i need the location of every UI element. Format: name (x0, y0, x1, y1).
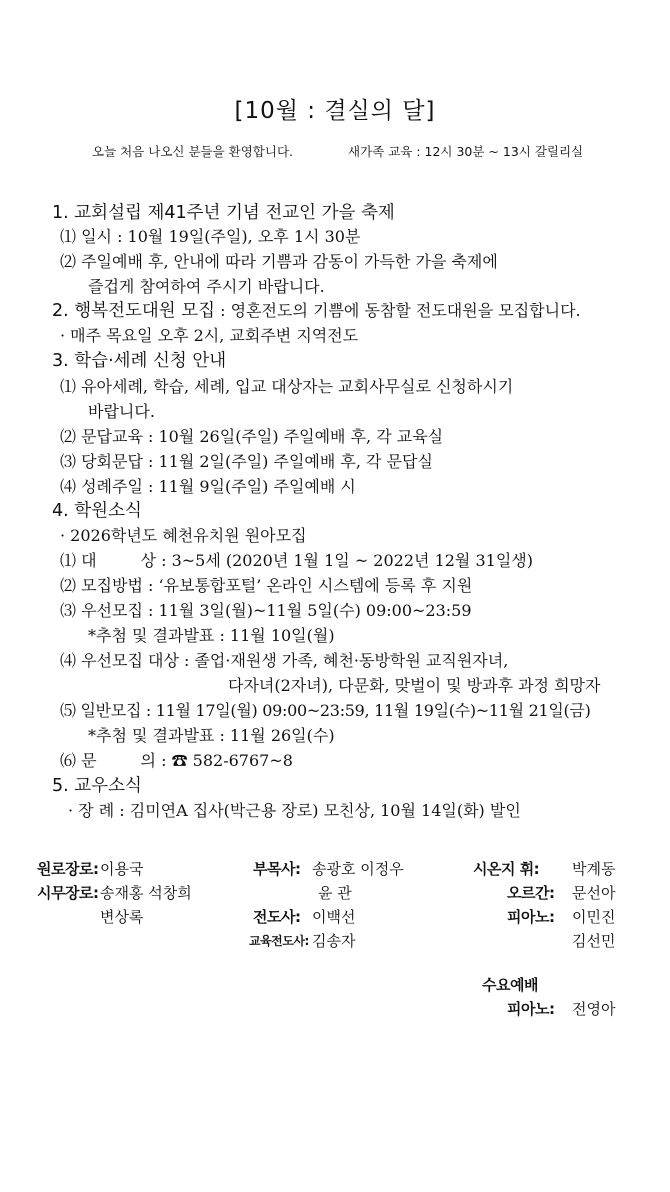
section-3-line-4: ⑶ 당회문답 : 11월 2일(주일) 주일예배 후, 각 문답실 (60, 452, 433, 471)
deputy-elder-names-2: 변상록 (100, 908, 144, 926)
evangelist-label: 전도사: (253, 908, 301, 926)
section-4-line-2 (60, 548, 533, 571)
conductor-name: 박계동 (572, 860, 616, 878)
section-4-line-9: *추첨 및 결과발표 : 11월 26일(수) (88, 726, 335, 745)
section-4-line-6: ⑷ 우선모집 대상 : 졸업·재원생 가족, 혜천·동방학원 교직원자녀, (60, 651, 509, 670)
section-1-line-1: ⑴ 일시 : 10월 19일(주일), 오후 1시 30분 (60, 227, 361, 246)
wednesday-service-label: 수요예배 (482, 976, 538, 994)
section-1-line-2: ⑵ 주일예배 후, 안내에 따라 기쁨과 감동이 가득한 가을 축제에 (60, 252, 498, 271)
deputy-elder-label: 시무장로: (37, 884, 99, 902)
section-5-title: 5. 교우소식 (52, 776, 142, 796)
section-4-line-10-label: ⑹ 문 (60, 751, 97, 770)
section-4-line-4: ⑶ 우선모집 : 11월 3일(월)~11월 5일(수) 09:00~23:59 (60, 601, 472, 620)
deputy-elder-names-1: 송재홍 석창희 (100, 884, 192, 902)
section-4-line-3: ⑵ 모집방법 : ‘유보통합포털’ 온라인 시스템에 등록 후 지원 (60, 576, 473, 595)
evangelist-name: 이백선 (312, 908, 356, 926)
section-3-line-3: ⑵ 문답교육 : 10월 26일(주일) 주일예배 후, 각 교육실 (60, 427, 444, 446)
section-4-line-2-value: 상 : 3~5세 (2020년 1월 1일 ~ 2022년 12월 31일생) (140, 551, 533, 570)
section-4-line-2-label: ⑴ 대 (60, 551, 97, 570)
section-3-line-1: ⑴ 유아세례, 학습, 세례, 입교 대상자는 교회사무실로 신청하시기 (60, 377, 514, 396)
piano-name-1: 이민진 (572, 908, 616, 926)
welcome-text: 오늘 처음 나오신 분들을 환영합니다. (92, 144, 293, 159)
section-4-title: 4. 학원소식 (52, 501, 142, 521)
section-4-line-8: ⑸ 일반모집 : 11월 17일(월) 09:00~23:59, 11월 19일(수)~11월 21일(금) (60, 701, 591, 720)
piano-name-2: 김선민 (572, 932, 616, 950)
section-2-title: 2. 행복전도대원 모집 (52, 301, 216, 321)
section-4-line-10-value: 의 : ☎ 582-6767~8 (140, 751, 293, 770)
section-2-line-1: · 매주 목요일 오후 2시, 교회주변 지역전도 (60, 326, 359, 345)
wednesday-piano-name: 전영아 (572, 1000, 616, 1018)
education-evangelist-name: 김송자 (312, 932, 356, 950)
section-4-line-5: *추첨 및 결과발표 : 11월 10일(월) (88, 626, 335, 645)
elder-name: 이용국 (100, 860, 144, 878)
organ-label: 오르간: (507, 884, 555, 902)
section-4-line-1: · 2026학년도 혜천유치원 원아모집 (60, 526, 307, 545)
section-4-line-10 (60, 748, 293, 771)
section-1-line-3: 즐겁게 참여하여 주시기 바랍니다. (88, 277, 325, 296)
associate-pastor-names-1: 송광호 이정우 (312, 860, 404, 878)
associate-pastor-names-2: 윤 관 (318, 884, 352, 902)
section-3-title: 3. 학습·세례 신청 안내 (52, 351, 227, 371)
section-3-line-5: ⑷ 성례주일 : 11월 9일(주일) 주일예배 시 (60, 477, 356, 496)
organ-name: 문선아 (572, 884, 616, 902)
wednesday-piano-label: 피아노: (507, 1000, 555, 1018)
page-title: [10월 : 결실의 달] (234, 98, 436, 124)
section-1-title: 1. 교회설립 제41주년 기념 전교인 가을 축제 (52, 203, 395, 223)
section-5-line-1: · 장 례 : 김미연A 집사(박근용 장로) 모친상, 10월 14일(화) 발인 (68, 801, 521, 820)
associate-pastor-label: 부목사: (253, 860, 301, 878)
piano-label: 피아노: (507, 908, 555, 926)
education-evangelist-label: 교육전도사: (249, 934, 309, 948)
section-4-line-7: 다자녀(2자녀), 다문화, 맞벌이 및 방과후 과정 희망자 (228, 676, 601, 695)
section-2-desc: : 영혼전도의 기쁨에 동참할 전도대원을 모집합니다. (215, 301, 581, 320)
section-2-heading (52, 297, 581, 322)
elder-label: 원로장로: (37, 860, 99, 878)
section-3-line-2: 바랍니다. (88, 402, 155, 421)
conductor-label: 시온지 휘: (473, 860, 540, 878)
education-info: 새가족 교육 : 12시 30분 ~ 13시 갈릴리실 (348, 144, 584, 159)
